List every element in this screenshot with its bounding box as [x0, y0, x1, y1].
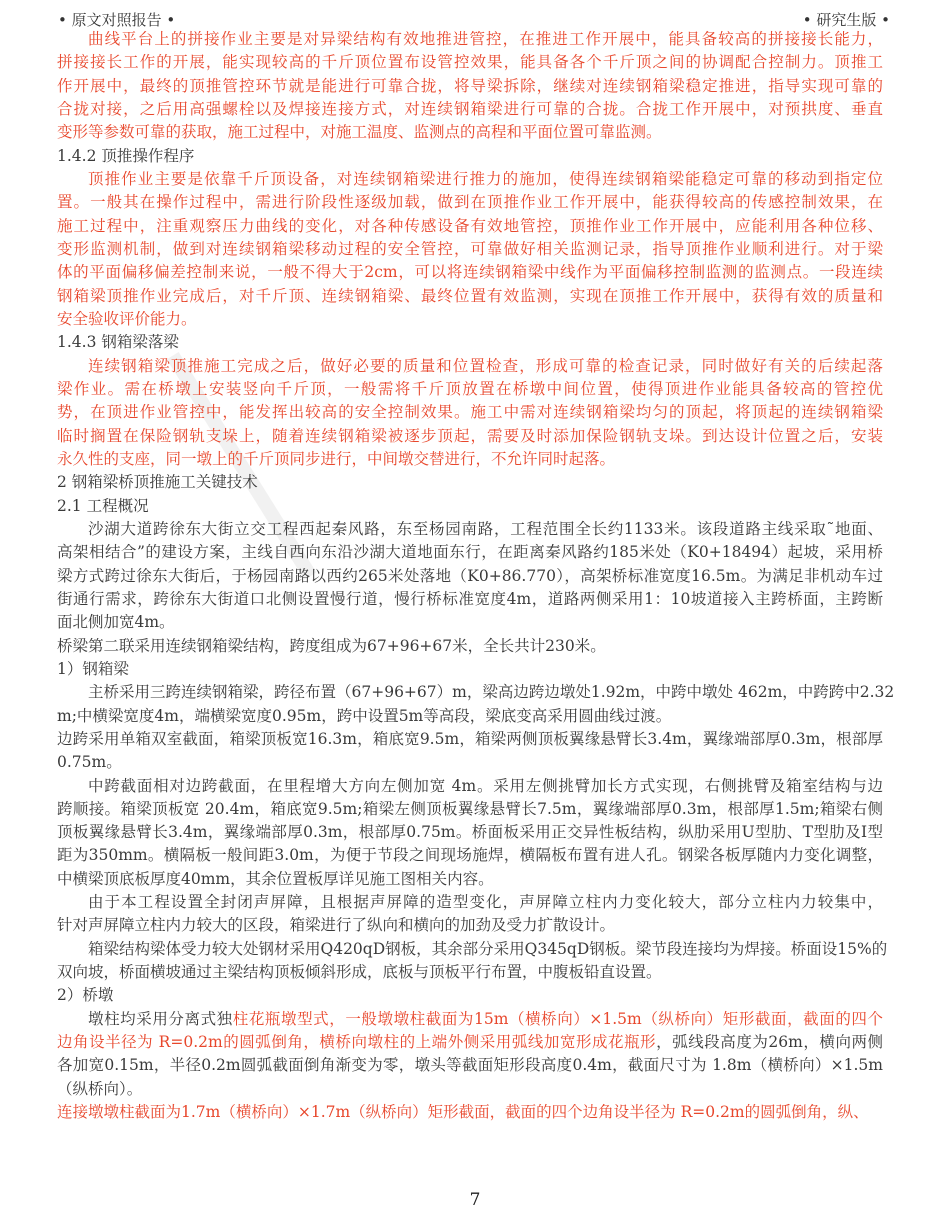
text-line: [57, 798, 883, 821]
document-body: [57, 28, 895, 1124]
text-segment: 中横梁顶底板厚度40mm，其余位置板厚详见施工图相关内容。: [57, 869, 494, 888]
text-segment: 桥梁第二联采用连续钢箱梁结构，跨度组成为67+96+67米，全长共计230米。: [57, 636, 606, 655]
text-line: [57, 705, 883, 728]
text-line: [57, 751, 883, 774]
text-line: [57, 961, 883, 984]
text-line: [57, 425, 883, 448]
paragraph-or-heading: [57, 471, 883, 494]
text-line: [57, 775, 883, 798]
text-segment: 变形监测机制，做到对连续钢箱梁移动过程的安全管控，可靠做好相关监测记录，指导顶推作业顺利进行。对于梁: [57, 239, 883, 258]
text-line: [57, 308, 883, 331]
text-segment: 合拢对接，之后用高强螺栓以及焊接连接方式，对连续钢箱梁进行可靠的合拢。合拢工作开展中，对预拱度、垂直: [57, 99, 883, 118]
text-segment: 各加宽0.15m，半径0.2m圆弧截面倒角渐变为零，墩头等截面矩形段高度0.4m，截面尺寸为 1.8m（横桥向）×1.5m: [57, 1056, 883, 1075]
paragraph-or-heading: [57, 145, 883, 168]
text-segment: 双向坡，桥面横坡通过主梁结构顶板倾斜形成，底板与顶板平行布置，中腹板铅直设置。: [57, 963, 662, 982]
paragraph-or-heading: [57, 658, 883, 681]
text-segment: 安全验收评价能力。: [57, 309, 197, 328]
text-segment: 2）桥墩: [57, 986, 114, 1005]
text-segment: 面北侧加宽4m。: [57, 613, 175, 632]
text-line: [57, 215, 883, 238]
text-segment: 柱花瓶墩型式，一般墩墩柱截面为15m（横桥向）×1.5m（纵桥向）矩形截面，截面的四个: [232, 1009, 883, 1028]
text-line: [57, 1008, 883, 1031]
text-segment: 1.4.2 顶推操作程序: [57, 146, 195, 165]
text-segment: 边角设半径为 R=0.2m的圆弧倒角，横桥向墩柱的上端外侧采用弧线加宽形成花瓶形: [57, 1033, 657, 1052]
paragraph: [57, 518, 883, 635]
text-segment: 梁方式跨过徐东大街后，于杨园南路以西约265米处落地（K0+86.770），高架桥标准宽度16.5m。为满足非机动车过: [57, 566, 883, 585]
text-line: [57, 635, 883, 658]
text-segment: 钢箱梁顶推作业完成后，对千斤顶、连续钢箱梁、最终位置有效监测，实现在顶推工作开展中，获得有效的质量和: [57, 286, 883, 305]
text-segment: （纵桥向）。: [57, 1079, 143, 1098]
text-segment: 2.1 工程概况: [57, 496, 149, 515]
text-segment: 拼接接长工作的开展，能实现较高的千斤顶位置布设管控效果，能具备各个千斤顶之间的协调配合控制力。顶推工: [57, 53, 883, 72]
text-line: [57, 728, 883, 751]
text-segment: 曲线平台上的拼接作业主要是对异梁结构有效地推进管控，在推进工作开展中，能具备较高的拼接接长能力，: [88, 30, 883, 48]
text-segment: 箱梁结构梁体受力较大处钢材采用Q420qD钢板，其余部分采用Q345qD钢板。梁节段连接均为焊接。桥面设15%的: [88, 939, 888, 958]
text-line: [57, 565, 883, 588]
text-line: [57, 98, 883, 121]
text-line: [57, 681, 895, 704]
text-line: [57, 261, 883, 284]
text-line: [57, 821, 883, 844]
paragraph: [57, 28, 883, 145]
paragraph: [57, 1008, 883, 1101]
text-line: [57, 1054, 883, 1077]
text-segment: 体的平面偏移偏差控制来说，一般不得大于2cm，可以将连续钢箱梁中线作为平面偏移控制监测的监测点。一段连续: [57, 263, 883, 282]
text-line: [57, 168, 883, 191]
paragraph-or-heading: [57, 984, 883, 1007]
text-segment: 施工过程中，注重观察压力曲线的变化，对各种传感设备有效地管控，顶推作业工作开展中，应能利用各种位移、: [57, 216, 883, 235]
text-segment: ，弧线段高度为26m，横向两侧: [656, 1033, 884, 1052]
text-line: [57, 121, 883, 144]
text-segment: 作开展中，最终的顶推管控环节就是能进行可靠合拢，将导梁拆除，继续对连续钢箱梁稳定推进，指导实现可靠的: [57, 76, 883, 95]
text-line: [57, 1078, 883, 1101]
paragraph-or-heading: [57, 495, 883, 518]
text-line: [57, 938, 888, 961]
text-segment: 边跨采用单箱双室截面，箱梁顶板宽16.3m，箱底宽9.5m，箱梁两侧顶板翼缘悬臂长3.4m，翼缘端部厚0.3m，根部厚: [57, 729, 883, 748]
text-line: [57, 1031, 883, 1054]
text-segment: 置。一般其在操作过程中，需进行阶段性逐级加载，做到在顶推作业工作开展中，能获得较高的传感控制效果，在: [57, 193, 883, 212]
text-line: [57, 378, 883, 401]
text-line: [57, 285, 883, 308]
text-segment: 梁作业。需在桥墩上安装竖向千斤顶，一般需将千斤顶放置在桥墩中间位置，使得顶进作业能具备较高的管控优: [57, 379, 883, 398]
text-line: [57, 658, 883, 681]
paragraph: [57, 775, 883, 892]
text-line: [57, 75, 883, 98]
paragraph: [57, 681, 895, 728]
text-segment: 势，在顶进作业管控中，能发挥出较高的安全控制效果。施工中需对连续钢箱梁均匀的顶起，将顶起的连续钢箱梁: [57, 403, 883, 422]
paragraph: [57, 168, 883, 331]
page-number: 7: [469, 1190, 481, 1210]
text-segment: 高架相结合”的建设方案，主线自西向东沿沙湖大道地面东行，在距离秦风路约185米处（K0+18494）起坡，采用桥: [57, 543, 883, 562]
header-report-label: • 原文对照报告 •: [58, 11, 176, 29]
text-line: [57, 145, 883, 168]
text-line: [57, 355, 883, 378]
text-line: [57, 331, 883, 354]
text-segment: 由于本工程设置全封闭声屏障，且根据声屏障的造型变化，声屏障立柱内力变化较大，部分立柱内力较集中，: [88, 893, 883, 912]
text-segment: 临时搁置在保险钢轨支垛上，随着连续钢箱梁被逐步顶起，需要及时添加保险钢轨支垛。到达设计位置之后，安装: [57, 426, 883, 445]
text-segment: 连接墩墩柱截面为1.7m（横桥向）×1.7m（纵桥向）矩形截面，截面的四个边角设半径为 R=0.2m的圆弧倒角，纵、: [57, 1103, 869, 1122]
text-line: [57, 51, 883, 74]
text-segment: 针对声屏障立柱内力较大的区段，箱梁进行了纵向和横向的加劲及受力扩散设计。: [57, 916, 616, 935]
paragraph: [57, 355, 883, 472]
text-segment: 沙湖大道跨徐东大街立交工程西起秦风路，东至杨园南路，工程范围全长约1133米。该段道路主线采取˜地面、: [88, 519, 883, 538]
text-segment: 街通行需求，跨徐东大街道口北侧设置慢行道，慢行桥标准宽度4m，道路两侧采用1：10坡道接入主跨桥面，主跨断: [57, 589, 883, 608]
text-line: [57, 891, 883, 914]
text-line: [57, 541, 883, 564]
text-line: [57, 448, 883, 471]
text-line: [57, 238, 883, 261]
text-line: [57, 1101, 883, 1124]
text-segment: 主桥采用三跨连续钢箱梁，跨径布置（67+96+67）m，梁高边跨边墩处1.92m，中跨中墩处 462m，中跨跨中2.32: [88, 683, 895, 702]
text-segment: 永久性的支座，同一墩上的千斤顶同步进行，中间墩交替进行，不允许同时起落。: [57, 449, 616, 468]
header-edition-label: • 研究生版 •: [802, 11, 890, 29]
text-line: [57, 518, 883, 541]
text-line: [57, 191, 883, 214]
text-line: [57, 611, 883, 634]
text-segment: 1.4.3 钢箱梁落梁: [57, 333, 179, 352]
text-line: [57, 914, 883, 937]
text-segment: m;中横梁宽度4m，端横梁宽度0.95m，跨中设置5m等高段，梁底变高采用圆曲线过渡。: [57, 706, 672, 725]
paragraph: [57, 938, 888, 985]
text-segment: 中跨截面相对边跨截面，在里程增大方向左侧加宽 4m。采用左侧挑臂加长方式实现，右侧挑臂及箱室结构与边: [88, 776, 883, 795]
text-line: [57, 401, 883, 424]
paragraph-or-heading: [57, 331, 883, 354]
text-line: [57, 984, 883, 1007]
text-segment: 1）钢箱梁: [57, 659, 129, 678]
text-line: [57, 844, 883, 867]
paragraph: [57, 728, 883, 775]
text-line: [57, 28, 883, 51]
text-segment: 距为350mm。横隔板一般间距3.0m，为便于节段之间现场施焊，横隔板布置有进人孔。钢梁各板厚随内力变化调整，: [57, 846, 883, 865]
text-line: [57, 495, 883, 518]
text-segment: 变形等参数可靠的获取，施工过程中，对施工温度、监测点的高程和平面位置可靠监测。: [57, 123, 662, 142]
paragraph: [57, 891, 883, 938]
text-segment: 跨顺接。箱梁顶板宽 20.4m，箱底宽9.5m;箱梁左侧顶板翼缘悬臂长7.5m，翼缘端部厚0.3m，根部厚1.5m;箱梁右侧: [57, 799, 883, 818]
text-segment: 墩柱均采用分离式独: [88, 1009, 233, 1028]
text-line: [57, 588, 883, 611]
text-segment: 顶板翼缘悬臂长3.4m，翼缘端部厚0.3m，根部厚0.75m。桥面板采用正交异性板结构，纵肋采用U型肋、T型肋及I型: [57, 823, 883, 842]
paragraph-or-heading: [57, 635, 883, 658]
text-segment: 0.75m。: [57, 753, 122, 772]
text-segment: 连续钢箱梁顶推施工完成之后，做好必要的质量和位置检查，形成可靠的检查记录，同时做好有关的后续起落: [88, 356, 883, 375]
text-line: [57, 471, 883, 494]
text-line: [57, 868, 883, 891]
paragraph-or-heading: [57, 1101, 883, 1124]
text-segment: 2 钢箱梁桥顶推施工关键技术: [57, 473, 258, 492]
text-segment: 顶推作业主要是依靠千斤顶设备，对连续钢箱梁进行推力的施加，使得连续钢箱梁能稳定可靠的移动到指定位: [88, 169, 883, 188]
